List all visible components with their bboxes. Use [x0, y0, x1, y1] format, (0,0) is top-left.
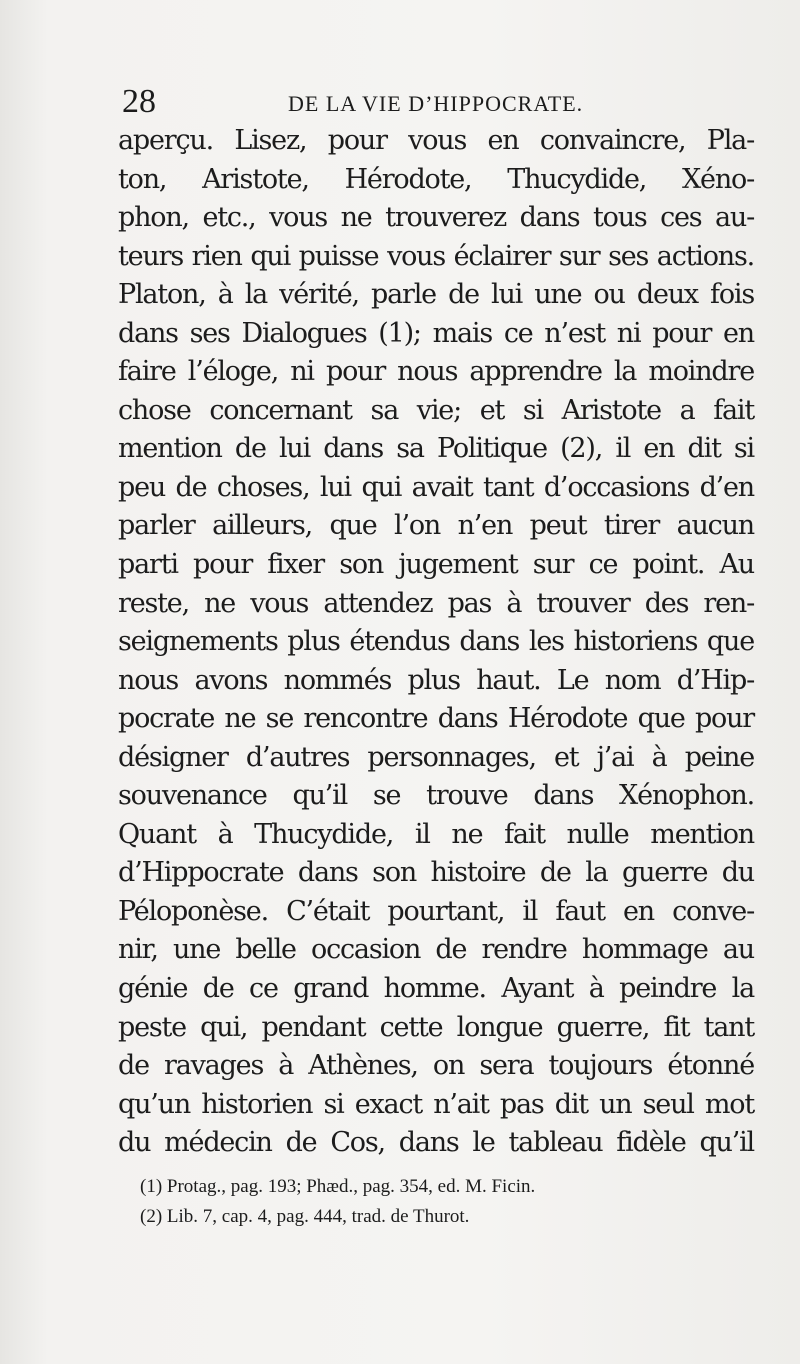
text-line: génie de ce grand homme. Ayant à peindre la: [118, 973, 754, 1005]
text-line: faire l’éloge, ni pour nous apprendre la moindre: [118, 356, 754, 388]
text-line: de ravages à Athènes, on sera toujours étonné: [118, 1050, 754, 1082]
text-line: nir, une belle occasion de rendre hommage au: [118, 934, 754, 966]
text-line: d’Hippocrate dans son histoire de la guerre du: [118, 857, 754, 889]
text-line: phon, etc., vous ne trouverez dans tous ces au-: [118, 202, 754, 234]
text-line: pocrate ne se rencontre dans Hérodote que pour: [118, 703, 754, 735]
page-number: 28: [122, 83, 156, 120]
text-line: mention de lui dans sa Politique (2), il en dit si: [118, 433, 754, 465]
body-text: [118, 122, 754, 1163]
text-line: seignements plus étendus dans les historiens que: [118, 626, 754, 658]
text-line: ton, Aristote, Hérodote, Thucydide, Xéno-: [118, 163, 754, 195]
footnotes: [140, 1172, 700, 1232]
text-line: reste, ne vous attendez pas à trouver des ren-: [118, 587, 754, 619]
text-line: chose concernant sa vie; et si Aristote a fait: [118, 394, 754, 426]
text-line: Péloponèse. C’était pourtant, il faut en conve-: [118, 895, 754, 927]
running-title: DE LA VIE D’HIPPOCRATE.: [288, 91, 584, 116]
footnote-2: (2) Lib. 7, cap. 4, pag. 444, trad. de Thurot.: [140, 1206, 470, 1227]
text-line: nous avons nommés plus haut. Le nom d’Hip-: [118, 664, 754, 696]
text-line: Platon, à la vérité, parle de lui une ou deux fois: [118, 279, 754, 311]
text-line: dans ses Dialogues (1); mais ce n’est ni pour en: [118, 317, 754, 349]
text-line: peu de choses, lui qui avait tant d’occasions d’en: [118, 471, 754, 503]
footnote-1: (1) Protag., pag. 193; Phæd., pag. 354, ed. M. Ficin.: [140, 1176, 536, 1197]
text-line: teurs rien qui puisse vous éclairer sur ses actions.: [118, 240, 754, 272]
text-line: souvenance qu’il se trouve dans Xénophon.: [118, 780, 754, 812]
page-header: [122, 80, 752, 124]
text-line: parti pour fixer son jugement sur ce point. Au: [118, 549, 754, 581]
text-line: Quant à Thucydide, il ne fait nulle mention: [118, 818, 754, 850]
text-line: qu’un historien si exact n’ait pas dit un seul mot: [118, 1088, 754, 1120]
text-line: du médecin de Cos, dans le tableau fidèle qu’il: [118, 1127, 754, 1159]
text-line: désigner d’autres personnages, et j’ai à peine: [118, 741, 754, 773]
text-line: peste qui, pendant cette longue guerre, fit tant: [118, 1011, 754, 1043]
text-line: aperçu. Lisez, pour vous en convaincre, Pla-: [118, 125, 754, 156]
text-line: parler ailleurs, que l’on n’en peut tirer aucun: [118, 510, 754, 542]
